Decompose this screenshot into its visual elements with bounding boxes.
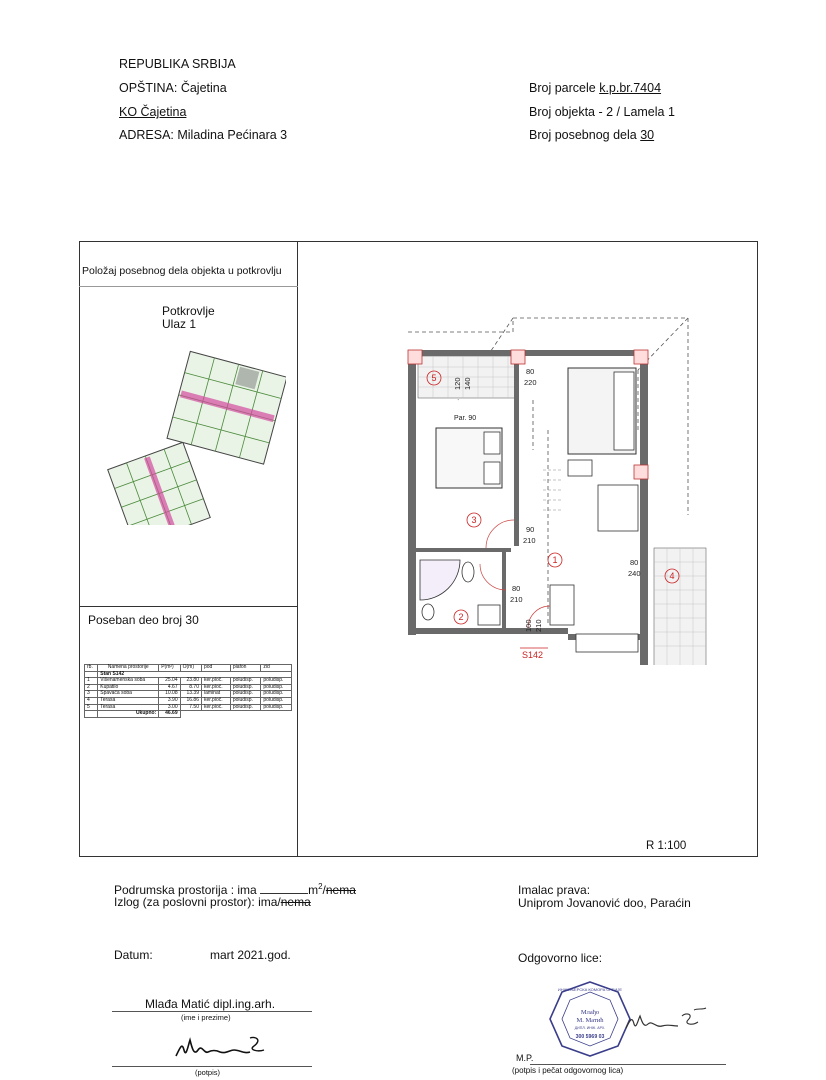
toilet — [422, 604, 434, 620]
seal-name1: Млађо — [580, 1009, 600, 1016]
table-cell: poludisp. — [230, 697, 261, 704]
storefront-nema: nema — [280, 895, 311, 909]
dim-label: 100 — [524, 619, 533, 632]
sink — [462, 562, 474, 582]
table-row — [85, 697, 292, 704]
pillow — [484, 432, 500, 454]
basement-label: Podrumska prostorija : ima — [114, 883, 261, 897]
table-cell: ker.ploč. — [202, 678, 231, 685]
table-cell: 7.50 — [180, 704, 201, 711]
dim-label: 80 — [630, 558, 639, 567]
part-title: Poseban deo broj 30 — [88, 613, 199, 627]
dim-label: 210 — [510, 595, 523, 604]
table-cell: 4.67 — [159, 684, 180, 691]
table-cell: 3.90 — [159, 697, 180, 704]
total-label: Ukupno: — [98, 711, 159, 718]
dim-label: 220 — [524, 378, 537, 387]
table-header-cell: Namena prostorije — [98, 665, 159, 672]
dim-label: 80 — [512, 584, 521, 593]
dim-label: 120 — [453, 377, 462, 390]
total-value: 46.69 — [159, 711, 180, 718]
room-number-4-text: 4 — [669, 571, 675, 581]
parcel-label: Broj parcele — [529, 81, 600, 95]
table-cell — [261, 711, 292, 718]
table-cell: 4 — [85, 697, 98, 704]
dim-label: 210 — [523, 536, 536, 545]
seal-number: 300 5969 03 — [575, 1034, 605, 1040]
table-cell: Kupatilo — [98, 684, 159, 691]
architect-name: Mlađa Matić dipl.ing.arh. — [145, 997, 276, 1011]
table-total-row — [85, 711, 292, 718]
basement-unit: m — [308, 883, 319, 897]
parcel-row — [529, 81, 661, 95]
pillow — [484, 462, 500, 484]
country-label: REPUBLIKA SRBIJA — [119, 57, 236, 71]
wardrobe — [550, 585, 574, 625]
scale-label: R 1:100 — [646, 840, 687, 852]
table-cell: Terasa — [98, 697, 159, 704]
basement-sup: 2 — [318, 882, 323, 891]
dim-label: 210 — [534, 619, 543, 632]
mp-label: M.P. — [516, 1053, 534, 1063]
table-cell — [230, 711, 261, 718]
shower-tray — [420, 560, 460, 600]
washing-machine — [478, 605, 500, 625]
floor-label: Potkrovlje — [162, 304, 215, 318]
table-cell: poludisp. — [230, 678, 261, 685]
dim-label: 90 — [526, 525, 535, 534]
table-row — [85, 704, 292, 711]
unit-label: S142 — [522, 650, 544, 660]
table-cell: Terasa — [98, 704, 159, 711]
table-cell: 1 — [85, 678, 98, 685]
architect-signature — [172, 1028, 272, 1064]
table-cell: ker.ploč. — [202, 697, 231, 704]
dining-table — [598, 485, 638, 531]
seal-name2: М. Матић — [576, 1017, 604, 1024]
table-cell: poludisp. — [261, 684, 292, 691]
frame-horizontal-divider — [79, 606, 298, 607]
table-cell: poludisp. — [230, 684, 261, 691]
storefront-label: Izlog (za poslovni prostor): — [114, 895, 259, 909]
dim-label: 140 — [463, 377, 472, 390]
table-cell: poludisp. — [261, 704, 292, 711]
table-cell — [85, 711, 98, 718]
engineer-seal — [548, 980, 632, 1058]
responsible-signature — [622, 1004, 708, 1034]
object-label: Broj objekta - 2 / Lamela 1 — [529, 105, 675, 119]
dim-label: 80 — [526, 367, 535, 376]
room-number-2-text: 2 — [458, 612, 464, 622]
sofa-back — [614, 372, 634, 450]
table-cell: laminat — [202, 691, 231, 698]
table-cell — [180, 711, 201, 718]
key-plan-building-wing-left — [108, 442, 211, 525]
table-cell: 16.86 — [180, 697, 201, 704]
part-value: 30 — [640, 128, 655, 142]
table-cell: 3.00 — [159, 704, 180, 711]
seal-ring-text: ИНЖЕЊЕРСКА КОМОРА СРБИЈЕ — [557, 987, 623, 992]
table-cell: poludisp. — [261, 678, 292, 685]
basement-blank — [260, 893, 308, 894]
rooms-table — [84, 664, 292, 718]
storefront-ima: ima/ — [258, 895, 281, 909]
table-header-cell: rb. — [85, 665, 98, 672]
room-number-1-text: 1 — [552, 555, 558, 565]
table-cell: poludisp. — [230, 691, 261, 698]
table-header-cell: zid — [261, 665, 292, 672]
stair-lines — [543, 470, 563, 510]
position-title: Položaj posebnog dela objekta u potkrovlju — [82, 265, 282, 277]
sign-caption: (potpis) — [195, 1068, 221, 1077]
table-cell: 25.04 — [159, 678, 180, 685]
table-cell: poludisp. — [261, 697, 292, 704]
table-cell: 3 — [85, 691, 98, 698]
parcel-value: k.p.br.7404 — [599, 81, 662, 95]
basement-nema: nema — [325, 883, 356, 897]
seal-line — [530, 1064, 726, 1065]
seal-title: ДИПЛ. ИНЖ. АРХ. — [574, 1026, 606, 1030]
table-cell: ker.ploč. — [202, 704, 231, 711]
parking-label: Par. 90 — [454, 415, 477, 422]
table-cell: Višenamenska soba — [98, 678, 159, 685]
floor-key-plan — [96, 350, 286, 525]
table-cell: poludisp. — [230, 704, 261, 711]
kitchen-counter — [576, 634, 638, 652]
municipality-label: OPŠTINA: Čajetina — [119, 81, 227, 95]
basement-slash: / — [322, 883, 326, 897]
address-label: ADRESA: Miladina Pećinara 3 — [119, 128, 288, 142]
table-header-cell: plafon — [230, 665, 261, 672]
table-header-cell: pod — [202, 665, 231, 672]
room-number-5-text: 5 — [431, 373, 437, 383]
table-cell — [202, 711, 231, 718]
date-value: mart 2021.god. — [210, 948, 291, 962]
signature-line — [112, 1066, 312, 1067]
seal-caption: (potpis i pečat odgovornog lica) — [512, 1066, 624, 1075]
floor-plan — [398, 310, 718, 665]
table-cell: 2 — [85, 684, 98, 691]
table-cell: 5 — [85, 704, 98, 711]
part-row — [529, 128, 654, 142]
responsible-label: Odgovorno lice: — [518, 951, 603, 965]
name-line — [112, 1011, 312, 1012]
ko-label: KO Čajetina — [119, 105, 187, 119]
table-cell: 13.39 — [180, 691, 201, 698]
table-cell: poludisp. — [261, 691, 292, 698]
date-label: Datum: — [114, 948, 153, 962]
part-label: Broj posebnog dela — [529, 128, 641, 142]
tv-stand — [568, 460, 592, 476]
unit-name: Stan S142 — [98, 671, 292, 678]
frame-vertical-divider — [297, 241, 298, 857]
table-cell: ker.ploč. — [202, 684, 231, 691]
table-cell: 10.08 — [159, 691, 180, 698]
title-underline — [79, 286, 298, 287]
entrance-label: Ulaz 1 — [162, 317, 197, 331]
owner-value: Uniprom Jovanović doo, Paraćin — [518, 896, 691, 910]
table-cell: 23.80 — [180, 678, 201, 685]
table-header-cell: O(m) — [180, 665, 201, 672]
room-number-3-text: 3 — [471, 515, 477, 525]
table-cell: 8.70 — [180, 684, 201, 691]
table-cell: Spavaća soba — [98, 691, 159, 698]
storefront-row — [114, 895, 311, 909]
table-header-cell: P(m²) — [159, 665, 180, 672]
name-caption: (ime i prezime) — [181, 1013, 231, 1022]
owner-label: Imalac prava: — [518, 883, 591, 897]
dim-label: 240 — [628, 569, 641, 578]
